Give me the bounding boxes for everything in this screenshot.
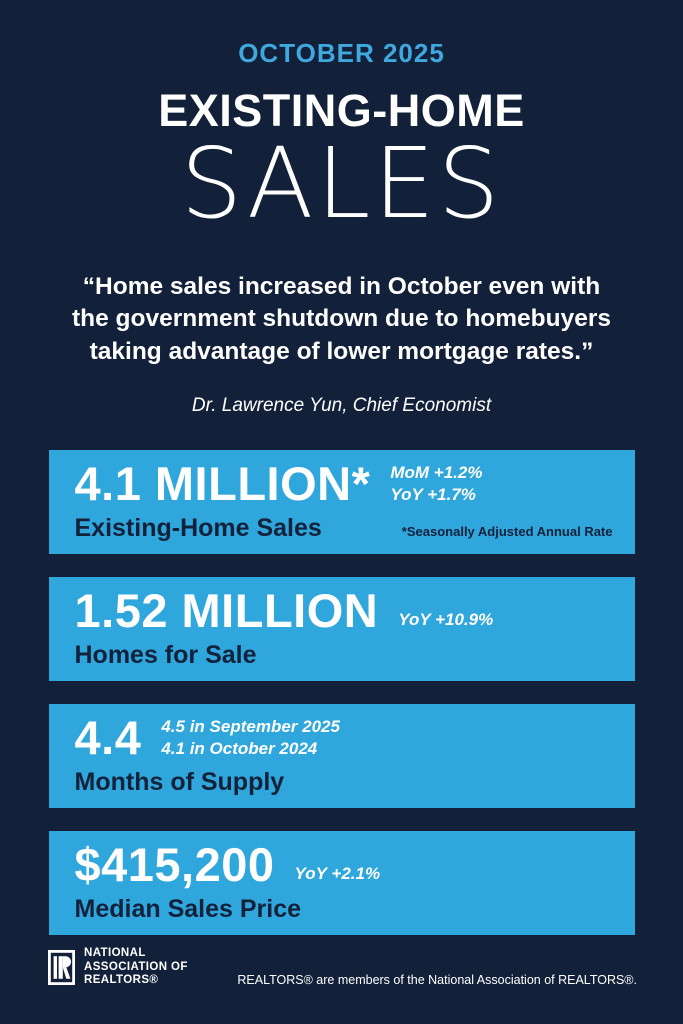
stat-card-top-row (74, 838, 613, 892)
stat-detail-prev-year: 4.1 in October 2024 (161, 738, 318, 758)
quote-line-1: “Home sales increased in October even with (82, 272, 601, 300)
stat-card-bottom-row (75, 641, 613, 670)
stat-card-top-row (74, 711, 613, 765)
page-title-line2: SALES (180, 127, 503, 240)
stat-detail-block (295, 863, 381, 885)
stat-card-top-row (74, 584, 613, 638)
stat-detail-yoy: YoY +10.9% (398, 610, 494, 630)
nar-logo-group (48, 947, 188, 988)
quote-attribution: Dr. Lawrence Yun, Chief Economist (191, 394, 492, 416)
nar-logo-icon (48, 950, 75, 985)
stat-detail-block (161, 716, 340, 760)
stat-card-bottom-row (75, 514, 613, 543)
report-month: OCTOBER 2025 (238, 38, 445, 68)
footer (48, 947, 637, 988)
stat-detail-yoy: YoY +1.7% (390, 484, 476, 504)
stat-value: 1.52 MILLION (74, 584, 379, 638)
stat-card-existing-home-sales (49, 450, 635, 554)
stat-value: 4.1 MILLION* (74, 457, 371, 511)
stat-detail-prev-month: 4.5 in September 2025 (161, 716, 340, 736)
header (0, 0, 683, 240)
stat-detail-yoy: YoY +2.1% (294, 864, 381, 884)
stat-label: Homes for Sale (74, 641, 257, 670)
nar-wordmark-line1: NATIONAL (84, 947, 146, 960)
membership-disclaimer: REALTORS® are members of the National Association of REALTORS®. (237, 973, 637, 987)
quote-line-3: taking advantage of lower mortgage rates.” (89, 337, 594, 365)
stat-value: $415,200 (74, 838, 275, 892)
stat-detail-block (398, 609, 493, 631)
stat-value: 4.4 (74, 711, 142, 765)
nar-wordmark-line3: REALTORS® (84, 974, 159, 987)
stat-footnote: *Seasonally Adjusted Annual Rate (401, 524, 613, 540)
stat-label: Months of Supply (74, 768, 285, 797)
quote-line-2: the government shutdown due to homebuyers (71, 305, 612, 333)
stat-card-median-sales-price (49, 831, 635, 935)
economist-quote (22, 271, 662, 368)
stat-card-bottom-row (75, 895, 613, 924)
stat-detail-mom: MoM +1.2% (390, 462, 483, 482)
page-title-line1: EXISTING-HOME (158, 85, 525, 136)
stat-card-homes-for-sale (49, 577, 635, 681)
nar-wordmark-line2: ASSOCIATION OF (84, 960, 188, 973)
stat-detail-block (390, 462, 482, 506)
nar-wordmark (84, 947, 188, 988)
stat-label: Median Sales Price (74, 895, 302, 924)
stat-label: Existing-Home Sales (74, 514, 322, 543)
stat-card-top-row (74, 457, 613, 511)
stat-cards (49, 450, 635, 935)
stat-card-bottom-row (75, 768, 613, 797)
stat-card-months-of-supply (49, 704, 635, 808)
